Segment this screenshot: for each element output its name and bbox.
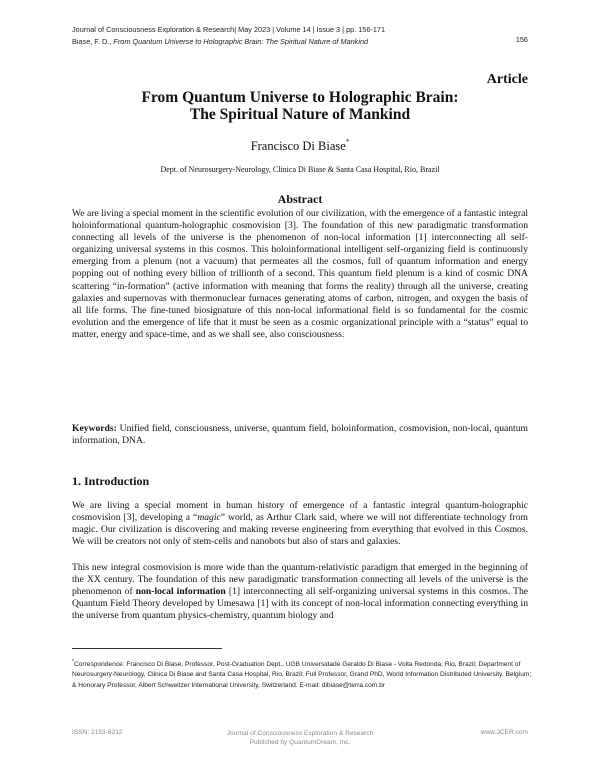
footnote-divider	[72, 648, 222, 649]
intro-p1-text-a: We are living a special moment in human history of emergence of a fantastic integral quantum-holographic cosmovision [3], developing a “	[72, 500, 528, 524]
citation-author: Biase, F. D.,	[72, 37, 114, 46]
abstract-text: We are living a special moment in the scientific evolution of our civilization, with the emergence of a fantastic integral holoinformational quantum-holographic cosmovision [3]. The foundation of this new paradigmatic transformation connecting all levels of the universe is the phenomenon of non-local information [1] interconnecting all self-organizing universal systems in this cosmos. This holoinformational intelligent self-organizing field is continuously emerging from a plenum (not a vacuum) that permeates all the cosmos, full of quantum information and energy popping out of nothing every billion of trillionth of a second. This quantum field plenum is a kind of cosmic DNA scattering “in-formation” (active information with meaning that forms the reality) through all the universe, creating galaxies and supernovas with thermonuclear furnaces generating atoms of carbon, nitrogen, and oxygen the basis of all life forms. The fine-tuned biosignature of this non-local informational field is so fundamental for the cosmic evolution and the emergence of life that it must be seen as a cosmic organizational principle with a “status” equal to matter, energy and space-time, and as we shall see, also consciousness.	[72, 208, 528, 340]
footnote	[72, 657, 532, 691]
intro-p1-italic: magic	[197, 512, 221, 524]
footnote-text: Correspondence: Francisco Di Biase, Professor, Post-Graduation Dept., UGB Universidade Geraldo Di Biase - Volta Redonda, Rio, Brazil; Department of Neurosurgery-Neurology, Clinica Di Biase and Santa Casa Hospital, Rio, Brazil; Full Professor, Grand PhD, World Information Distributed University, Belgium; & Honorary Professor, Albert Schweitzer International University, Switzerland. E-mail: dibiase@terra.com.br	[72, 661, 532, 689]
paper-title	[60, 89, 540, 123]
footer-publisher	[200, 729, 400, 747]
intro-p2-text-b: [1] interconnecting all self-organizing universal systems in this cosmos. The Quantum Field Theory developed by Umesawa [1] with its concept of non-local information connecting everything in the universe from quantum physics-chemistry, quantum biology and	[72, 586, 529, 622]
intro-p1-text-b: ” world, as Arthur Clark said, where we will not differentiate technology from magic. Our civilization is discovering and making reverse engineering from everything that evolved in this Cosmos. We will be creators not only of stem-cells and nanobots but also of stars and galaxies.	[72, 512, 529, 548]
keywords	[72, 423, 528, 447]
keywords-text: Unified field, consciousness, universe, quantum field, holoinformation, cosmovision, non-local, quantum information, DNA.	[72, 423, 528, 447]
intro-paragraph-2	[72, 562, 528, 622]
title-line-1: From Quantum Universe to Holographic Brain:	[141, 89, 459, 106]
article-type-label: Article	[486, 72, 528, 87]
journal-citation: Journal of Consciousness Exploration & Research| May 2023 | Volume 14 | Issue 3 | pp. 156-171	[72, 25, 386, 34]
author	[60, 138, 540, 154]
author-footnote-mark: *	[345, 138, 350, 146]
article-citation	[72, 36, 532, 48]
page-number: 156	[515, 35, 528, 44]
footnote-mark: *	[72, 659, 74, 665]
running-header	[72, 24, 532, 48]
intro-paragraph-1	[72, 500, 528, 548]
section-heading: 1. Introduction	[72, 474, 150, 488]
affiliation: Dept. of Neurosurgery-Neurology, Clinica Di Biase & Santa Casa Hospital, Rio, Brazil	[160, 165, 440, 174]
intro-p2-bold: non-local information	[135, 586, 226, 598]
keywords-label: Keywords:	[72, 423, 117, 434]
footer-publisher-line: Published by QuantumDream, Inc.	[249, 739, 351, 746]
intro-p2-text-a: This new integral cosmovision is more wide than the quantum-relativistic paradigm that emerged in the beginning of the XX century. The foundation of this new paradigmatic transformation connecting all levels of the universe is the phenomenon of	[72, 562, 528, 598]
abstract-heading: Abstract	[277, 192, 323, 206]
footer-website[interactable]: www.JCER.com	[480, 729, 528, 736]
footer-journal: Journal of Consciousness Exploration & Research	[226, 730, 374, 737]
author-name: Francisco Di Biase	[250, 139, 346, 153]
footer-issn: ISSN: 2153-8212	[72, 729, 123, 736]
citation-title: From Quantum Universe to Holographic Brain: The Spiritual Nature of Mankind	[113, 37, 369, 46]
title-line-2: The Spiritual Nature of Mankind	[189, 106, 411, 123]
